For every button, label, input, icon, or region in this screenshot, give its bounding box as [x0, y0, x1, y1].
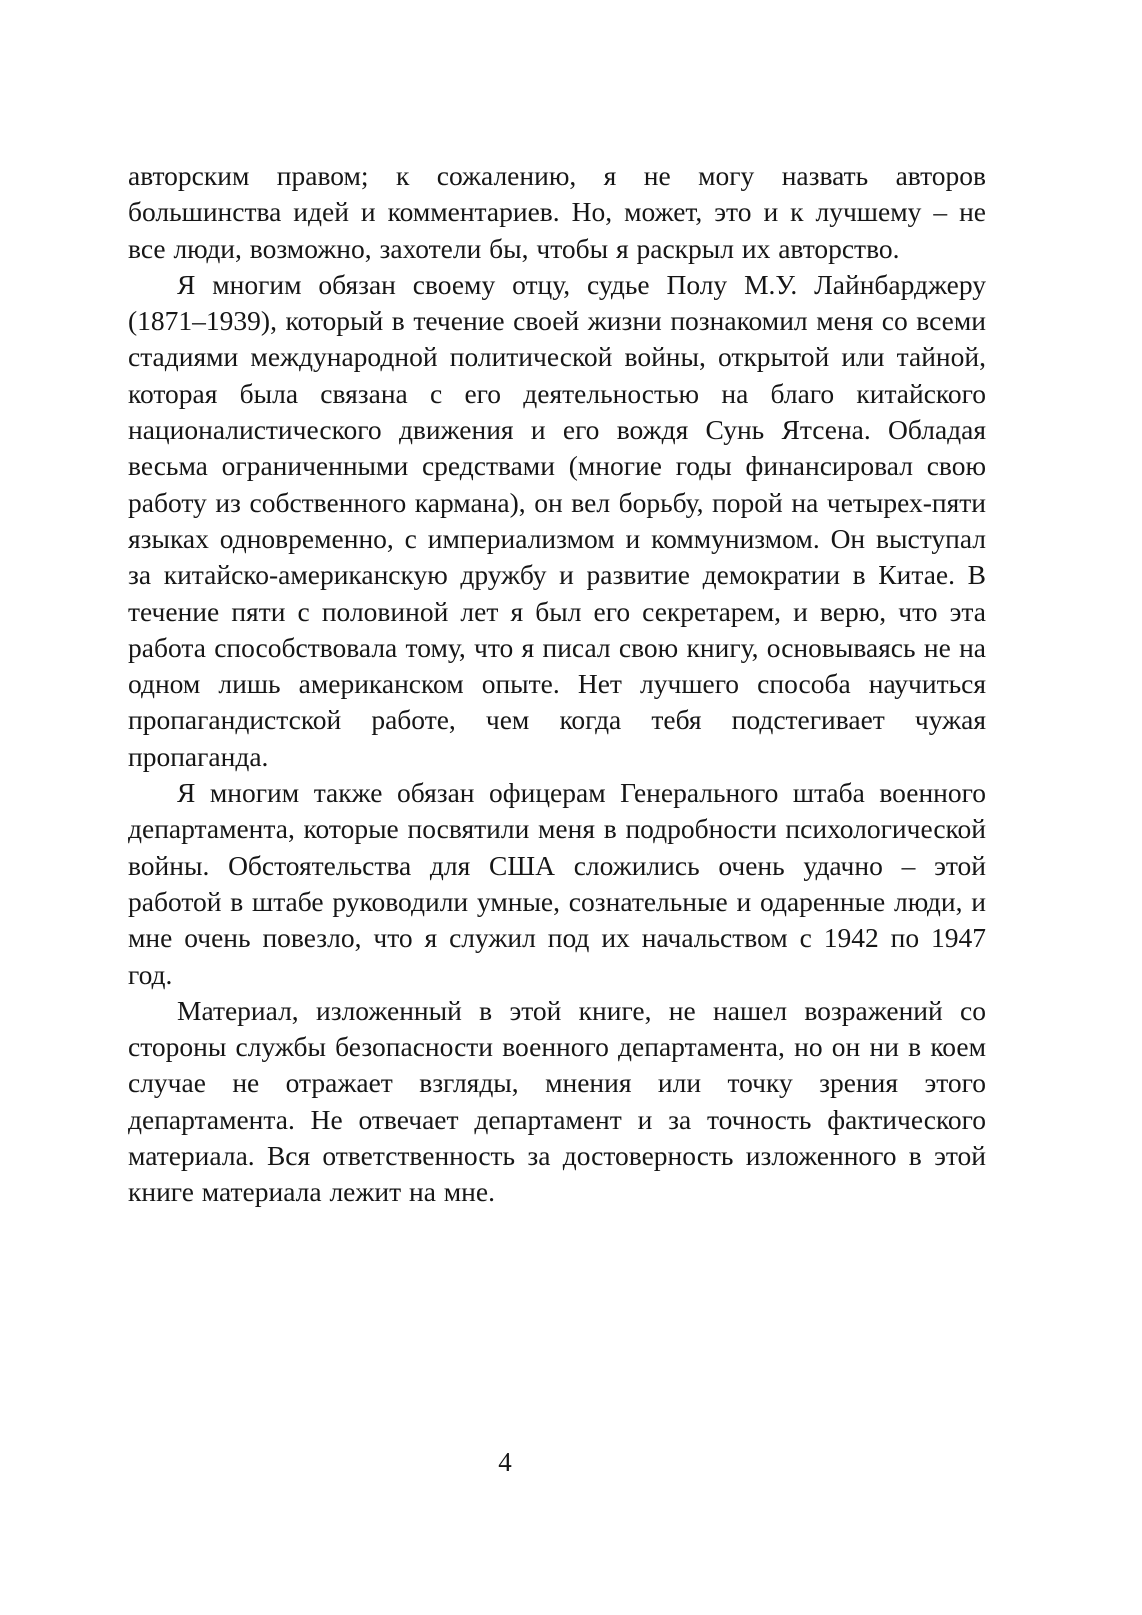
page-number: 4 — [498, 1447, 512, 1477]
paragraph: авторским правом; к сожалению, я не могу назвать авторов большинства идей и комментариев. Но, может, это и к лучшему – не все люди, возможно, захотели бы, чтобы я раскрыл их авторство. — [128, 160, 986, 264]
paragraph: Материал, изложенный в этой книге, не нашел возражений со стороны службы безопасности военного департамента, но он ни в коем случае не отражает взгляды, мнения или точку зрения этого департамента. Не отвечает департамент и за точность фактического материала. Вся ответственность за достоверность изложенного в этой книге материала лежит на мне. — [128, 994, 986, 1208]
paragraph: Я многим обязан своему отцу, судье Полу М.У. Лайнбарджеру (1871–1939), который в течение своей жизни познакомил меня со всеми стадиями международной политической войны, открытой или тайной, которая была связана с его деятельностью на благо китайского националистического движения и его вождя Сунь Ятсена. Обладая весьма ограниченными средствами (многие годы финансировал свою работу из собственного кармана), он вел борьбу, порой на четырех-пяти языках одновременно, с империализмом и коммунизмом. Он выступал за китайско-американскую дружбу и развитие демократии в Китае. В течение пяти с половиной лет я был его секретарем, и верю, что эта работа способствовала тому, что я писал свою книгу, основываясь не на одном лишь американском опыте. Нет лучшего способа научиться пропагандистской работе, чем когда тебя подстегивает чужая пропаганда. — [128, 268, 986, 772]
page-body-text — [128, 158, 986, 1211]
paragraph: Я многим также обязан офицерам Генерального штаба военного департамента, которые посвятили меня в подробности психологической войны. Обстоятельства для США сложились очень удачно – этой работой в штабе руководили умные, сознательные и одаренные люди, и мне очень повезло, что я служил под их начальством с 1942 по 1947 год. — [128, 777, 986, 990]
